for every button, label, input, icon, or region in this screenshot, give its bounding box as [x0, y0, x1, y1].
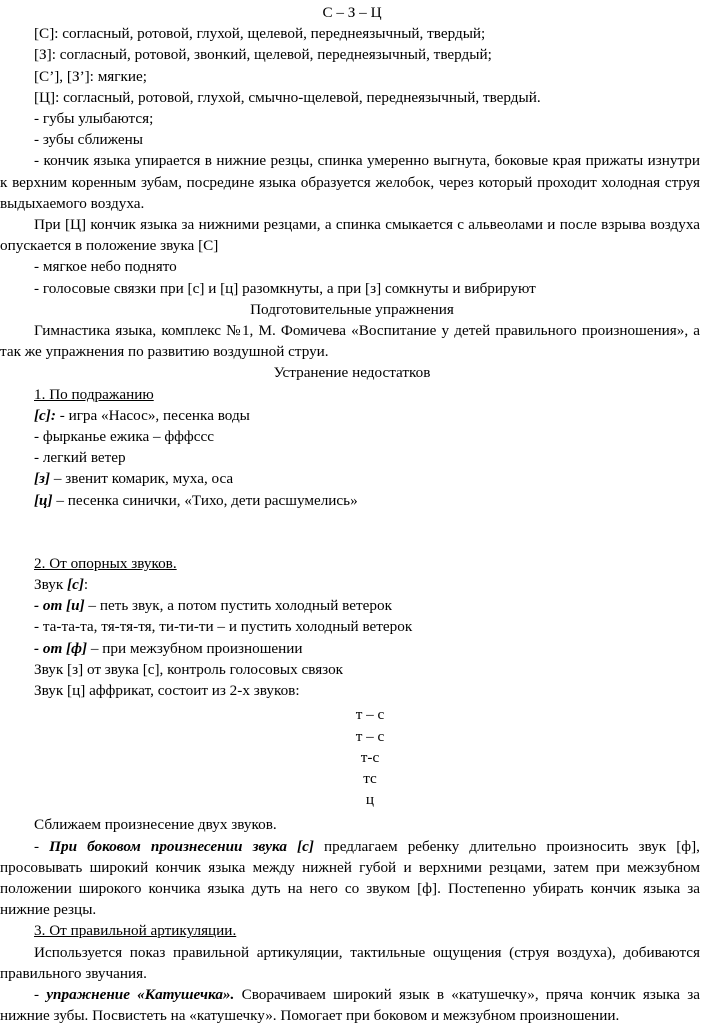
s2-from-i-label: - от [и]	[34, 597, 85, 615]
sound-chain	[0, 704, 704, 810]
document-page	[0, 2, 704, 1026]
lips-line: - губы улыбаются;	[34, 110, 154, 128]
s3-exercise-label: упражнение «Катушечка».	[46, 985, 235, 1003]
s2-from-f-label: - от [ф]	[34, 639, 88, 657]
spacer	[0, 511, 704, 553]
s2-sound-line: Звук [с]:	[34, 576, 89, 594]
section-1-heading: 1. По подражанию	[34, 385, 154, 403]
cords-line: - голосовые связки при [с] и [ц] разомкнуты, а при [з] сомкнуты и вибрируют	[34, 279, 536, 297]
chain-step: ц	[365, 791, 375, 809]
gymnastics-paragraph: Гимнастика языка, комплекс №1, М. Фомичева «Воспитание у детей правильного произношения», а так же упражнения по развитию воздушной струи.	[0, 322, 700, 361]
heading-preparatory: Подготовительные упражнения	[250, 300, 454, 318]
chain-step: т – с	[355, 727, 385, 745]
chain-step: т – с	[355, 706, 385, 724]
s-description: [С]: согласный, ротовой, глухой, щелевой, переднеязычный, твердый;	[34, 25, 486, 43]
s2-from-i-line: - от [и] – петь звук, а потом пустить холодный ветерок	[34, 597, 392, 615]
chain-step: тс	[363, 769, 377, 787]
s2-from-f-line: - от [ф] – при межзубном произношении	[34, 639, 303, 657]
s2-merge-line: Сближаем произнесение двух звуков.	[34, 816, 277, 834]
s3-paragraph: Используется показ правильной артикуляции, тактильные ощущения (струя воздуха), добиваются правильного звучания.	[0, 943, 700, 982]
section-3-heading: 3. От правильной артикуляции.	[34, 922, 237, 940]
s2-lateral-paragraph: - При боковом произнесении звука [с] предлагаем ребенку длительно произносить звук [ф], просовывать широкий кончик языка между нижней губой и верхними резцами, затем при межзубном положении широкого кончика языка дуть на него со звуком [ф]. Постепенно убирать кончик языка за нижние резцы.	[0, 837, 700, 919]
teeth-line: - зубы сближены	[34, 131, 144, 149]
tongue-paragraph: - кончик языка упирается в нижние резцы, спинка умеренно выгнута, боковые края прижаты изнутри к верхним коренным зубам, посредине языка образуется желобок, через который проходит холодная струя выдыхаемого воздуха.	[0, 152, 700, 212]
doc-title: С – З – Ц	[322, 4, 382, 21]
s1-c-label: [с]:	[34, 406, 56, 424]
heading-correction: Устранение недостатков	[273, 364, 431, 382]
ts-description: [Ц]: согласный, ротовой, глухой, смычно-щелевой, переднеязычный, твердый.	[34, 88, 541, 106]
s2-z-line: Звук [з] от звука [с], контроль голосовых связок	[34, 660, 344, 678]
s1-hedgehog-line: - фырканье ежика – фффссс	[34, 428, 214, 446]
section-2-heading: 2. От опорных звуков.	[34, 554, 177, 572]
s1-z-line: [з] – звенит комарик, муха, оса	[34, 470, 234, 488]
s3-exercise-paragraph: - упражнение «Катушечка». Сворачиваем широкий язык в «катушечку», пряча кончик языка за нижние зубы. Посвистеть на «катушечку». Помогает при боковом и межзубном произношении.	[0, 985, 701, 1025]
s2-lateral-label: При боковом произнесении звука [с]	[49, 837, 314, 855]
s1-wind-line: - легкий ветер	[34, 449, 126, 467]
s2-ts-line: Звук [ц] аффрикат, состоит из 2-х звуков:	[34, 682, 300, 700]
ts-articulation-paragraph: При [Ц] кончик языка за нижними резцами, а спинка смыкается с альвеолами и после взрыва воздуха опускается в положение звука [С]	[0, 216, 700, 255]
soft-description: [С’], [З’]: мягкие;	[34, 67, 147, 85]
s2-tata-line: - та-та-та, тя-тя-тя, ти-ти-ти – и пустить холодный ветерок	[34, 618, 413, 636]
s1-ts-line: [ц] – песенка синички, «Тихо, дети расшумелись»	[34, 491, 358, 509]
palate-line: - мягкое небо поднято	[34, 258, 177, 276]
s1-ts-label: [ц]	[34, 491, 53, 509]
s1-z-label: [з]	[34, 470, 51, 488]
s1-c-line: [с]: - игра «Насос», песенка воды	[34, 406, 250, 424]
z-description: [З]: согласный, ротовой, звонкий, щелевой, переднеязычный, твердый;	[34, 46, 492, 64]
s2-sound-label: [с]	[67, 576, 84, 594]
chain-step: т-с	[360, 748, 380, 766]
